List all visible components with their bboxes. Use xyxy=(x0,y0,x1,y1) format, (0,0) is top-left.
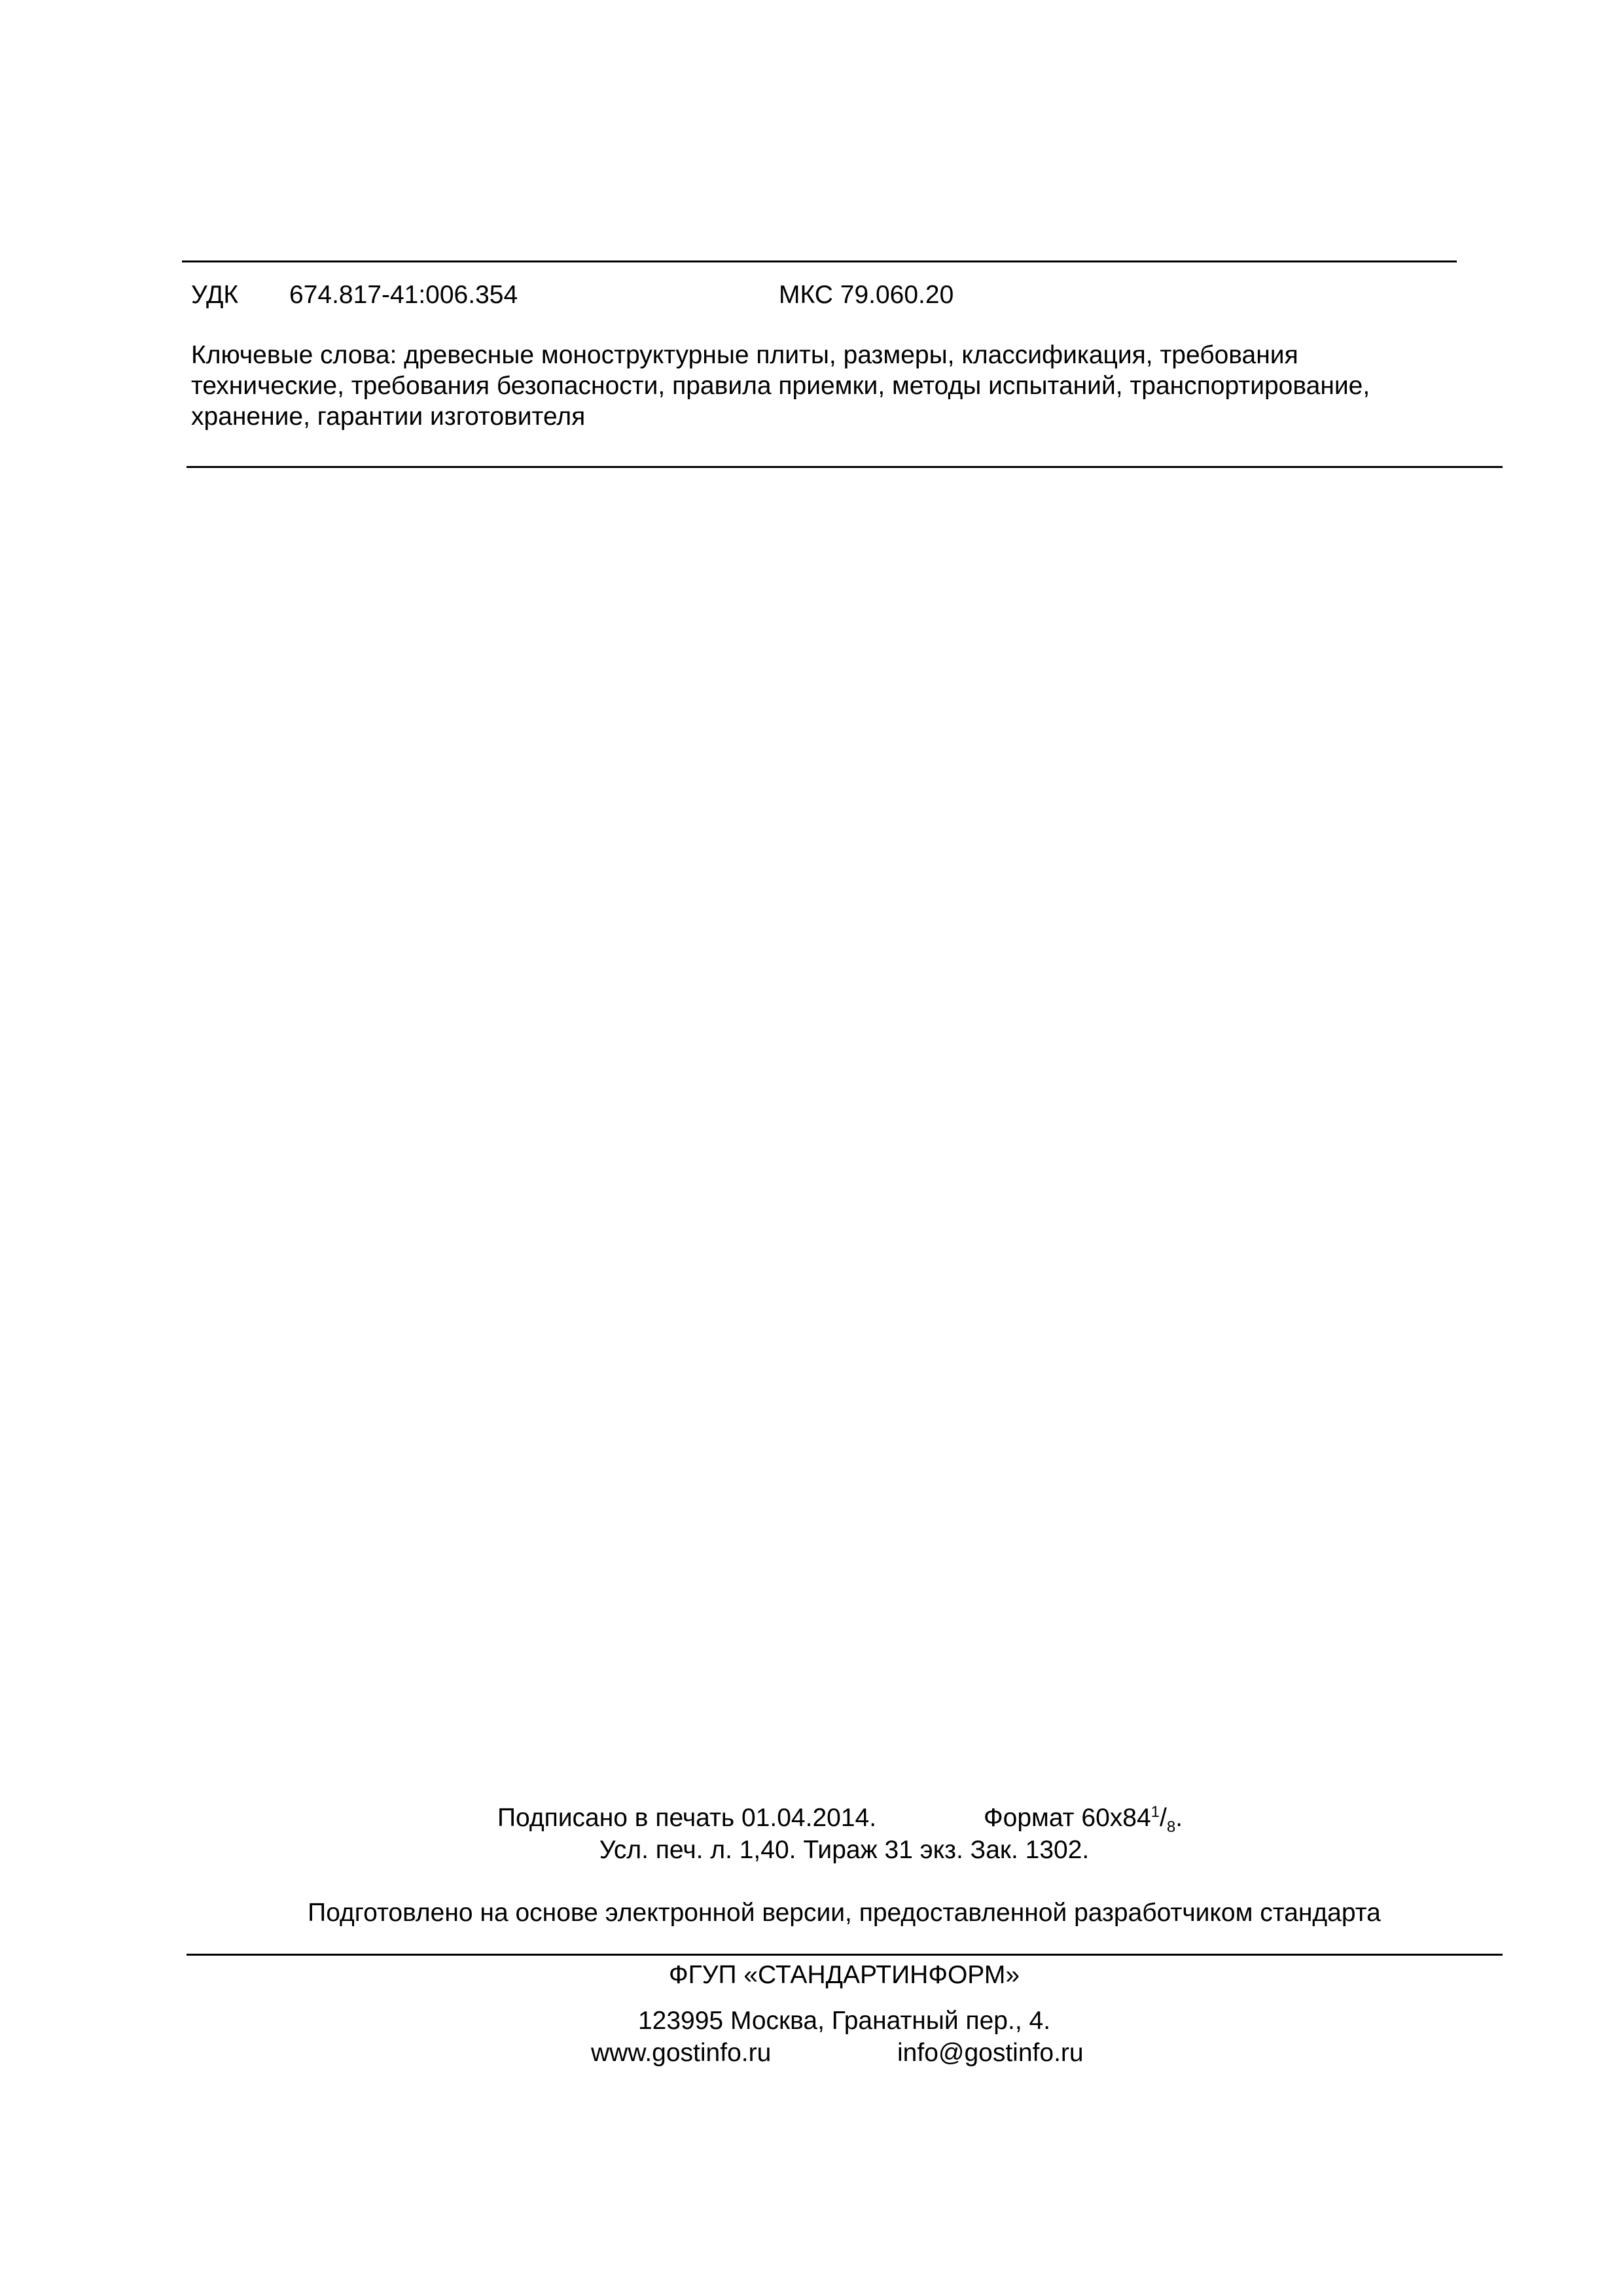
prepared-note: Подготовлено на основе электронной версии, предоставленной разработчиком стандарта xyxy=(308,1899,1381,1927)
udk-label: УДК xyxy=(191,281,239,309)
publisher-website[interactable]: www.gostinfo.ru xyxy=(591,2039,772,2067)
format-label: Формат 60х84 xyxy=(984,1804,1151,1832)
keywords-rule xyxy=(187,466,1503,468)
publisher-rule xyxy=(187,1954,1503,1956)
publisher-address: 123995 Москва, Гранатный пер., 4. xyxy=(637,2007,1051,2035)
keywords-line-2: технические, требования безопасности, правила приемки, методы испытаний, транспортирование, xyxy=(191,371,1370,400)
publisher-email[interactable]: info@gostinfo.ru xyxy=(897,2039,1084,2067)
format-end: . xyxy=(1175,1804,1183,1832)
publisher-name: ФГУП «СТАНДАРТИНФОРМ» xyxy=(668,1961,1020,1989)
format-denominator: 8 xyxy=(1166,1818,1176,1836)
udk-code: 674.817-41:006.354 xyxy=(289,281,518,309)
signed-to-print: Подписано в печать 01.04.2014. xyxy=(497,1804,877,1832)
keywords-line-1: Ключевые слова: древесные моноструктурные плиты, размеры, классификация, требования xyxy=(191,341,1298,369)
top-rule xyxy=(182,260,1457,262)
print-info: Усл. печ. л. 1,40. Тираж 31 экз. Зак. 1302. xyxy=(599,1836,1090,1864)
mks-code: МКС 79.060.20 xyxy=(779,281,954,309)
paper-format: Формат $60х84^1/_8$. xyxy=(984,1803,1183,1836)
keywords-block xyxy=(191,340,1370,432)
format-numerator: 1 xyxy=(1150,1803,1160,1821)
keywords-line-3: хранение, гарантии изготовителя xyxy=(191,402,586,431)
